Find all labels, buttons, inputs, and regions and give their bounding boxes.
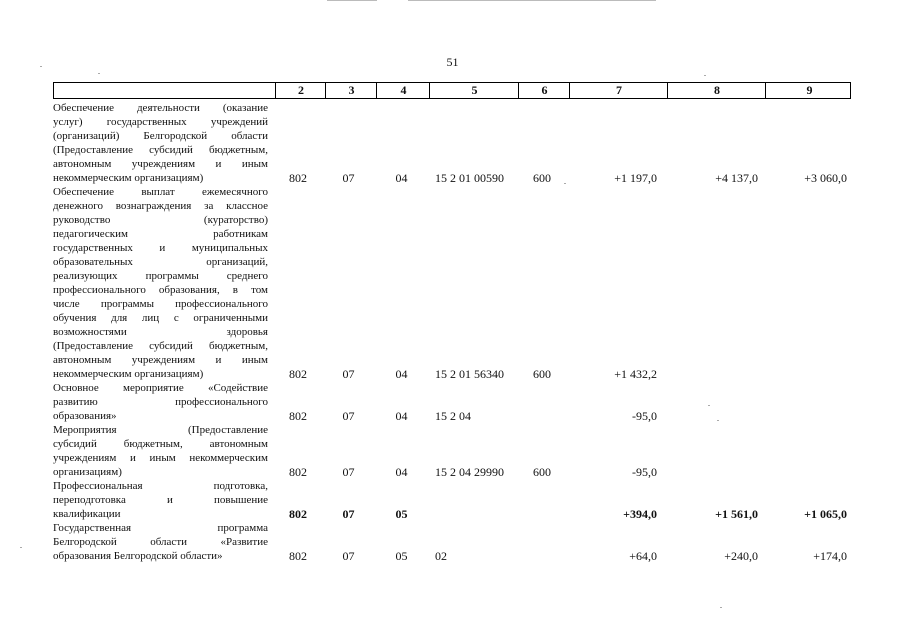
row-description: [53, 521, 268, 563]
row-description: [53, 423, 268, 479]
scan-speck: [20, 547, 22, 548]
description-line: реализующих программы среднего: [53, 270, 268, 282]
page-number: 51: [446, 55, 459, 69]
cell-c2: 802: [289, 171, 307, 185]
header-cell: [54, 83, 275, 98]
description-line: возможностями здоровья: [53, 326, 268, 338]
cell-c9: +3 060,0: [804, 171, 847, 185]
header-cell: 9: [765, 83, 853, 98]
scan-speck: [40, 66, 42, 67]
cell-c5: 15 2 04: [435, 409, 471, 423]
cell-c5: 15 2 01 00590: [435, 171, 504, 185]
scan-speck: [708, 405, 710, 406]
description-line: образования»: [53, 410, 117, 422]
scan-speck: [564, 183, 566, 184]
scan-speck: [720, 607, 722, 608]
cell-c9: +174,0: [813, 549, 847, 563]
description-line: денежного вознаграждения за классное: [53, 200, 268, 212]
row-description: [53, 479, 268, 521]
header-cell: 5: [429, 83, 519, 98]
header-cell: 8: [667, 83, 766, 98]
description-line: образовательных организаций,: [53, 256, 268, 268]
header-cell: 3: [325, 83, 377, 98]
header-cell: 7: [569, 83, 668, 98]
table-header-row: [53, 82, 851, 99]
cell-c4: 04: [395, 171, 408, 185]
scan-edge-line: [408, 0, 656, 1]
description-line: квалификации: [53, 508, 121, 520]
description-line: развитию профессионального: [53, 396, 268, 408]
cell-c3: 07: [342, 549, 355, 563]
description-line: (Предоставление субсидий бюджетным,: [53, 340, 268, 352]
row-description: [53, 381, 268, 423]
scan-speck: [717, 420, 719, 421]
description-line: педагогическим работникам: [53, 228, 268, 240]
description-line: Основное мероприятие «Содействие: [53, 382, 268, 394]
cell-c5: 15 2 04 29990: [435, 465, 504, 479]
cell-c2: 802: [289, 549, 307, 563]
scan-edge-line: [327, 0, 377, 1]
description-line: организациям): [53, 466, 122, 478]
description-line: Обеспечение деятельности (оказание: [53, 102, 268, 114]
cell-c6: 600: [533, 171, 551, 185]
scan-speck: [704, 75, 706, 76]
cell-c7: +394,0: [623, 507, 657, 521]
cell-c2: 802: [289, 367, 307, 381]
cell-c8: +240,0: [724, 549, 758, 563]
description-line: переподготовка и повышение: [53, 494, 268, 506]
cell-c6: 600: [533, 465, 551, 479]
header-cell: 6: [518, 83, 570, 98]
cell-c2: 802: [289, 507, 307, 521]
description-line: государственных и муниципальных: [53, 242, 268, 254]
description-line: субсидий бюджетным, автономным: [53, 438, 268, 450]
description-line: автономным учреждениям и иным: [53, 354, 268, 366]
header-cell: 2: [275, 83, 326, 98]
description-line: образования Белгородской области»: [53, 550, 223, 562]
header-cell: 4: [376, 83, 430, 98]
description-line: руководство (кураторство): [53, 214, 268, 226]
cell-c5: 02: [435, 549, 447, 563]
cell-c4: 04: [395, 367, 408, 381]
cell-c7: +64,0: [629, 549, 657, 563]
cell-c6: 600: [533, 367, 551, 381]
description-line: Профессиональная подготовка,: [53, 480, 268, 492]
description-line: (организаций) Белгородской области: [53, 130, 268, 142]
description-line: (Предоставление субсидий бюджетным,: [53, 144, 268, 156]
cell-c3: 07: [342, 409, 355, 423]
cell-c3: 07: [342, 171, 355, 185]
row-description: [53, 185, 268, 381]
description-line: учреждениям и иным некоммерческим: [53, 452, 268, 464]
description-line: услуг) государственных учреждений: [53, 116, 268, 128]
cell-c4: 04: [395, 409, 408, 423]
description-line: некоммерческим организациям): [53, 368, 204, 380]
budget-table: [53, 82, 851, 563]
cell-c2: 802: [289, 465, 307, 479]
description-line: Мероприятия (Предоставление: [53, 424, 268, 436]
description-line: автономным учреждениям и иным: [53, 158, 268, 170]
cell-c7: -95,0: [632, 409, 657, 423]
cell-c7: +1 432,2: [614, 367, 657, 381]
cell-c7: +1 197,0: [614, 171, 657, 185]
cell-c3: 07: [342, 465, 355, 479]
description-line: Белгородской области «Развитие: [53, 536, 268, 548]
cell-c8: +4 137,0: [715, 171, 758, 185]
cell-c3: 07: [342, 507, 355, 521]
row-description: [53, 101, 268, 185]
cell-c4: 05: [395, 549, 408, 563]
cell-c4: 04: [395, 465, 408, 479]
cell-c9: +1 065,0: [804, 507, 847, 521]
description-line: Обеспечение выплат ежемесячного: [53, 186, 268, 198]
cell-c7: -95,0: [632, 465, 657, 479]
description-line: обучения для лиц с ограниченными: [53, 312, 268, 324]
description-line: некоммерческим организациям): [53, 172, 204, 184]
scan-speck: [98, 73, 100, 74]
cell-c3: 07: [342, 367, 355, 381]
cell-c4: 05: [395, 507, 408, 521]
description-line: профессионального образования, в том: [53, 284, 268, 296]
description-line: числе программы профессионального: [53, 298, 268, 310]
cell-c8: +1 561,0: [715, 507, 758, 521]
description-line: Государственная программа: [53, 522, 268, 534]
cell-c5: 15 2 01 56340: [435, 367, 504, 381]
cell-c2: 802: [289, 409, 307, 423]
